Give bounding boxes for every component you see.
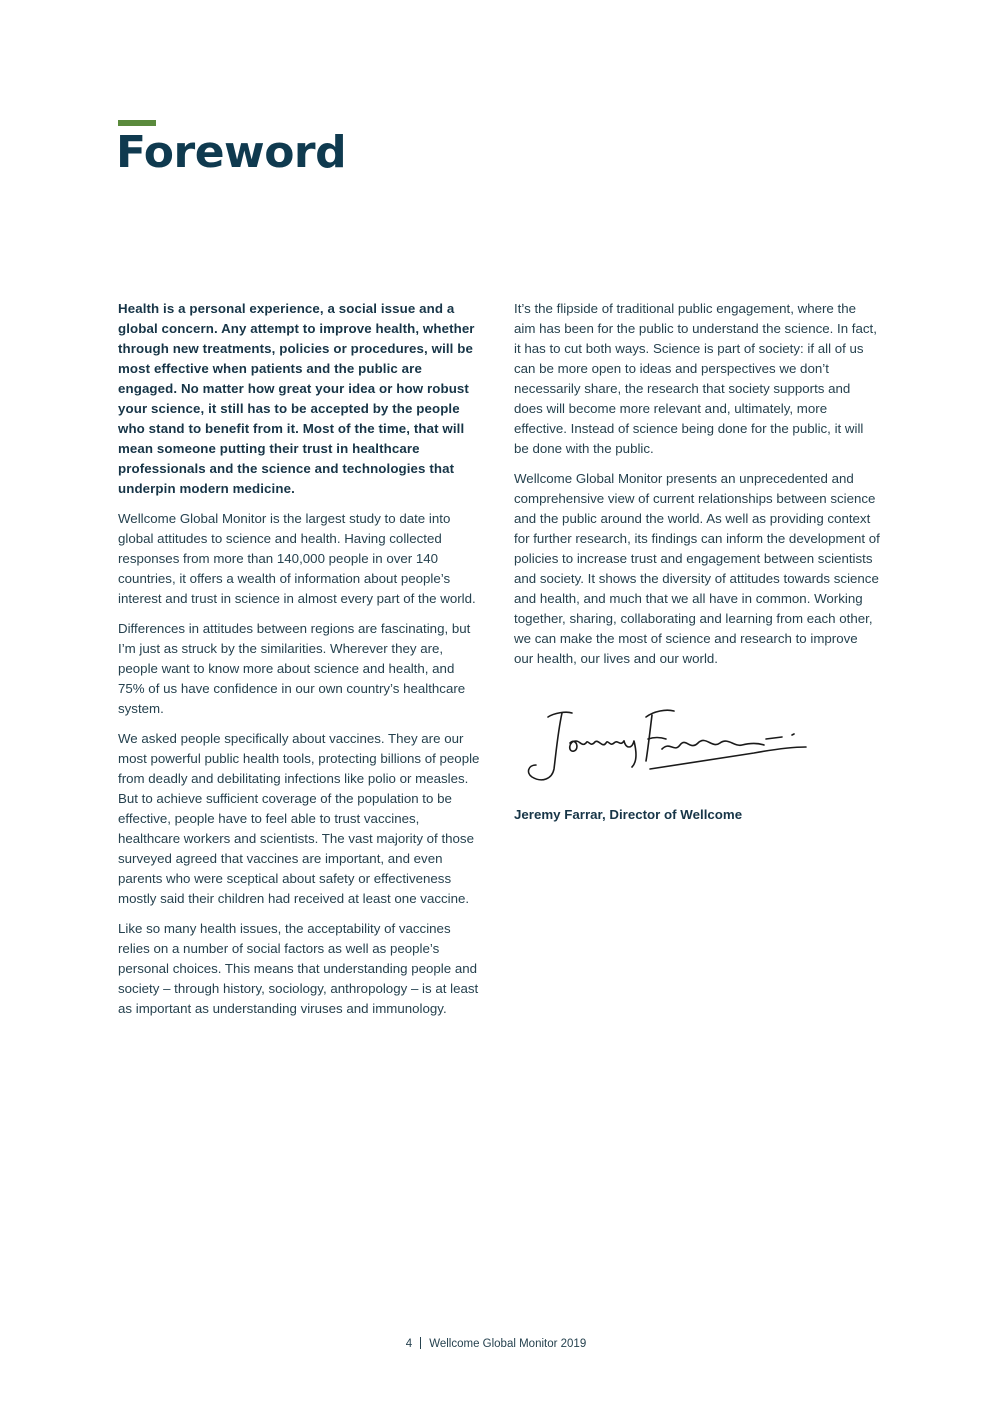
body-paragraph: Like so many health issues, the acceptability of vaccines relies on a number of social factors as well as people’s personal choices. This means that understanding people and society – through history, sociology, anthropology – is at least as important as understanding viruses and immunology.: [118, 921, 479, 1016]
page-footer: [0, 1337, 992, 1350]
signature-caption: Jeremy Farrar, Director of Wellcome: [514, 807, 743, 822]
signature-image: [514, 691, 814, 791]
page-number: 4: [405, 1338, 413, 1350]
body-paragraph: Wellcome Global Monitor presents an unprecedented and comprehensive view of current relationships between science and the public around the world. As well as providing context for further research, its findings can inform the development of policies to increase trust and engagement between scientists and society. It shows the diversity of attitudes towards science and health, and much that we all have in common. Working together, sharing, collaborating and learning from each other, we can make the most of science and research to improve our health, our lives and our world.: [514, 471, 880, 666]
publication-name: Wellcome Global Monitor 2019: [429, 1338, 587, 1350]
left-column: [118, 299, 480, 1029]
page-title: Foreword: [116, 127, 347, 178]
body-paragraph: It’s the flipside of traditional public engagement, where the aim has been for the public to understand the science. In fact, it has to cut both ways. Science is part of society: if all of us can be more open to ideas and perspectives we don’t necessarily share, the research that society supports and does will become more relevant and, ultimately, more effective. Instead of science being done for the public, it will be done with the public.: [514, 301, 877, 456]
body-paragraph: Wellcome Global Monitor is the largest study to date into global attitudes to science and health. Having collected responses from more than 140,000 people in over 140 countries, it offers a wealth of information about people’s interest and trust in science in almost every part of the world.: [118, 511, 476, 606]
footer-divider: [420, 1337, 421, 1349]
right-column: [514, 299, 880, 825]
body-paragraph: Differences in attitudes between regions are fascinating, but I’m just as struck by the similarities. Wherever they are, people want to know more about science and health, and 75% of us have confidence in our own country’s healthcare system.: [118, 621, 471, 716]
body-paragraph: We asked people specifically about vaccines. They are our most powerful public health tools, protecting billions of people from deadly and debilitating infections like polio or measles. But to achieve sufficient coverage of the population to be effective, people have to feel able to trust vaccines, healthcare workers and scientists. The vast majority of those surveyed agreed that vaccines are important, and even parents who were sceptical about safety or effectiveness mostly said their children had received at least one vaccine.: [118, 731, 480, 906]
lead-paragraph: Health is a personal experience, a social issue and a global concern. Any attempt to improve health, whether through new treatments, policies or procedures, will be most effective when patients and the public are engaged. No matter how great your idea or how robust your science, it still has to be accepted by the people who stand to benefit from it. Most of the time, that will mean someone putting their trust in healthcare professionals and the science and technologies that underpin modern medicine.: [118, 301, 475, 496]
